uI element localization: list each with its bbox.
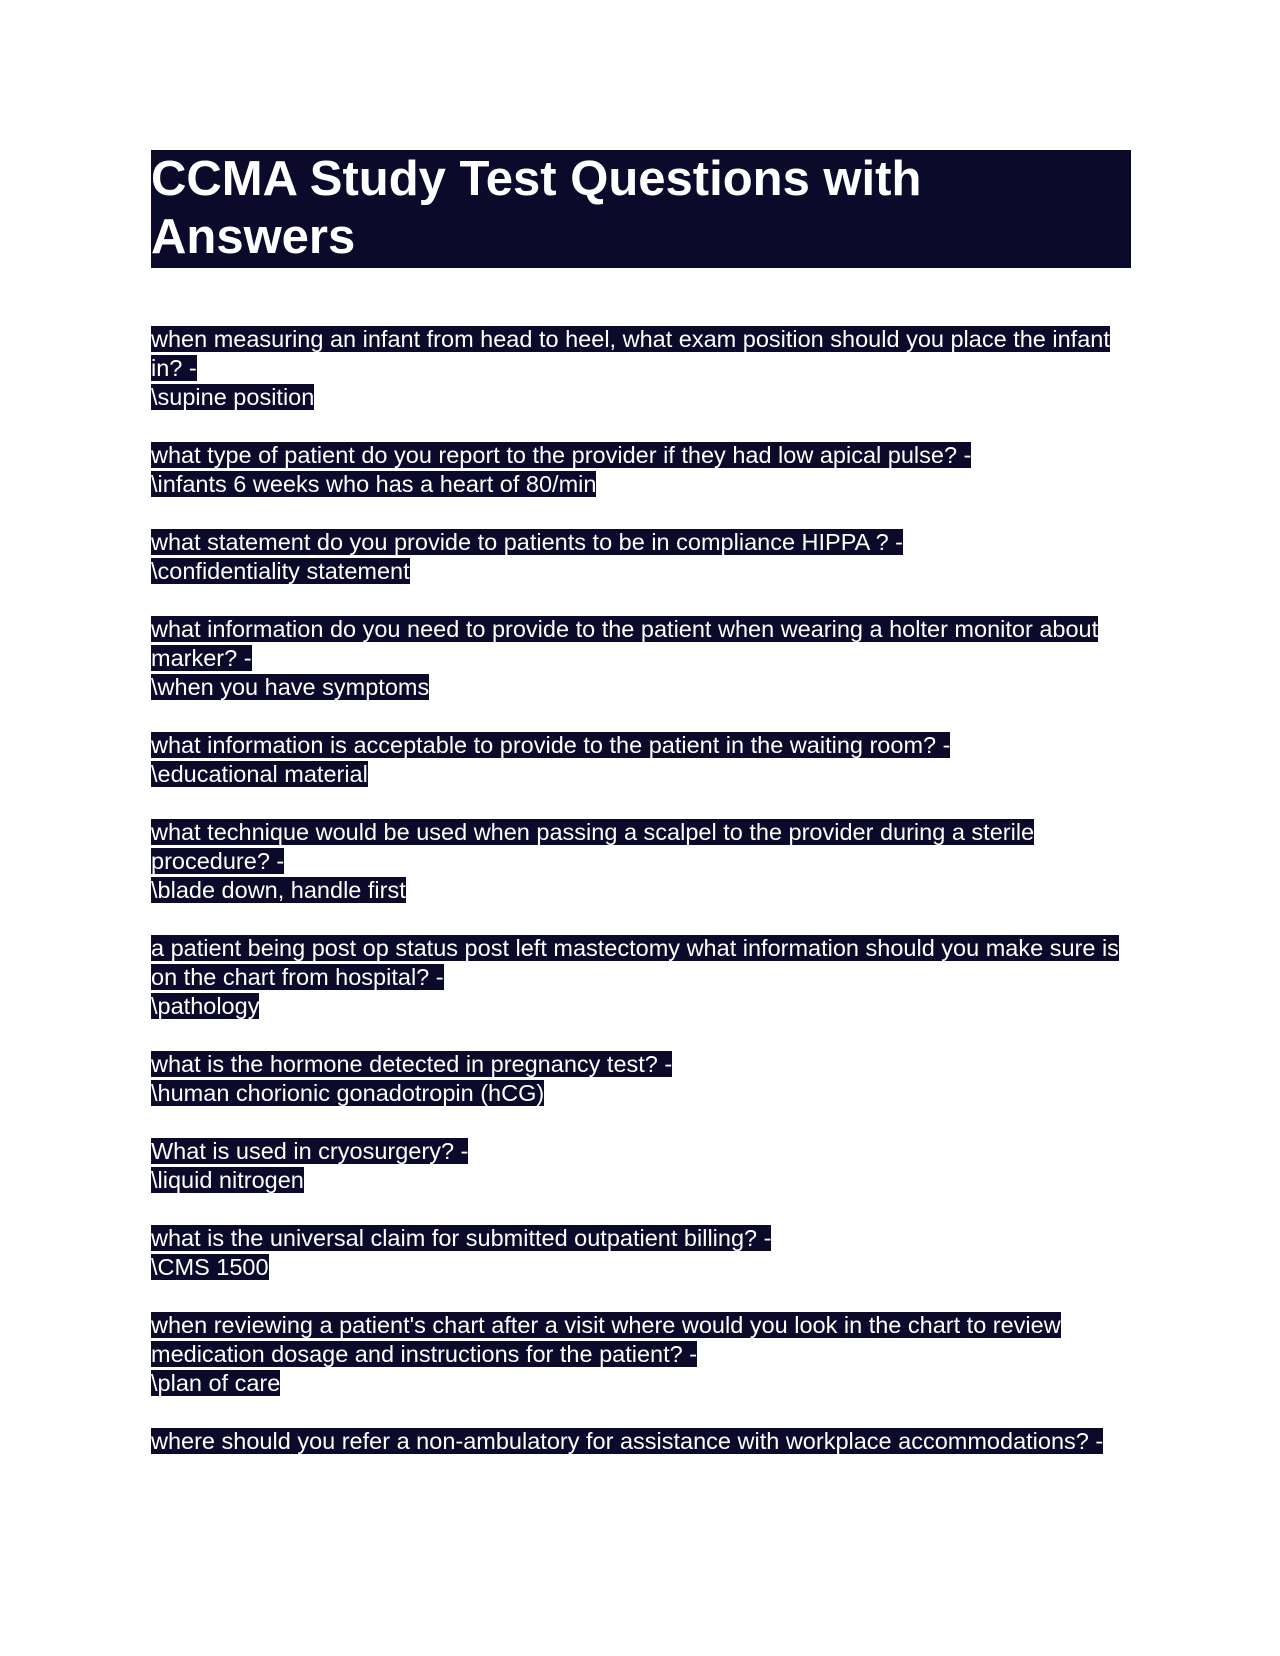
qa-item xyxy=(151,934,1131,1021)
question-text: what statement do you provide to patients to be in compliance HIPPA ? - xyxy=(151,529,903,555)
answer-text: \educational material xyxy=(151,761,368,787)
answer-text: \plan of care xyxy=(151,1370,281,1396)
qa-item xyxy=(151,615,1131,702)
qa-list xyxy=(151,325,1131,1456)
qa-item xyxy=(151,441,1131,499)
question-text: what is the universal claim for submitted outpatient billing? - xyxy=(151,1225,772,1251)
document-title: CCMA Study Test Questions with Answers xyxy=(151,150,1131,268)
question-text: a patient being post op status post left mastectomy what information should you make sure is on the chart from hospital? - xyxy=(151,935,1119,990)
answer-text: \supine position xyxy=(151,384,315,410)
qa-item xyxy=(151,1050,1131,1108)
answer-text: \when you have symptoms xyxy=(151,674,430,700)
question-text: what type of patient do you report to the provider if they had low apical pulse? - xyxy=(151,442,972,468)
question-text: what information is acceptable to provide to the patient in the waiting room? - xyxy=(151,732,951,758)
question-text: what technique would be used when passing a scalpel to the provider during a sterile procedure? - xyxy=(151,819,1035,874)
qa-item xyxy=(151,325,1131,412)
qa-item xyxy=(151,1137,1131,1195)
answer-text: \liquid nitrogen xyxy=(151,1167,304,1193)
question-text: What is used in cryosurgery? - xyxy=(151,1138,469,1164)
answer-text: \blade down, handle first xyxy=(151,877,406,903)
qa-item xyxy=(151,528,1131,586)
question-text: what is the hormone detected in pregnancy test? - xyxy=(151,1051,673,1077)
qa-item xyxy=(151,1311,1131,1398)
question-text: when measuring an infant from head to heel, what exam position should you place the infant in? - xyxy=(151,326,1110,381)
qa-item xyxy=(151,1224,1131,1282)
qa-item xyxy=(151,1427,1131,1456)
question-text: when reviewing a patient's chart after a visit where would you look in the chart to review medication dosage and instructions for the patient? - xyxy=(151,1312,1061,1367)
answer-text: \human chorionic gonadotropin (hCG) xyxy=(151,1080,545,1106)
answer-text: \infants 6 weeks who has a heart of 80/min xyxy=(151,471,597,497)
answer-text: \CMS 1500 xyxy=(151,1254,269,1280)
answer-text: \confidentiality statement xyxy=(151,558,410,584)
question-text: where should you refer a non-ambulatory for assistance with workplace accommodations? - xyxy=(151,1428,1104,1454)
answer-text: \pathology xyxy=(151,993,260,1019)
question-text: what information do you need to provide to the patient when wearing a holter monitor about marker? - xyxy=(151,616,1099,671)
qa-item xyxy=(151,731,1131,789)
document-page xyxy=(151,150,1131,1485)
qa-item xyxy=(151,818,1131,905)
